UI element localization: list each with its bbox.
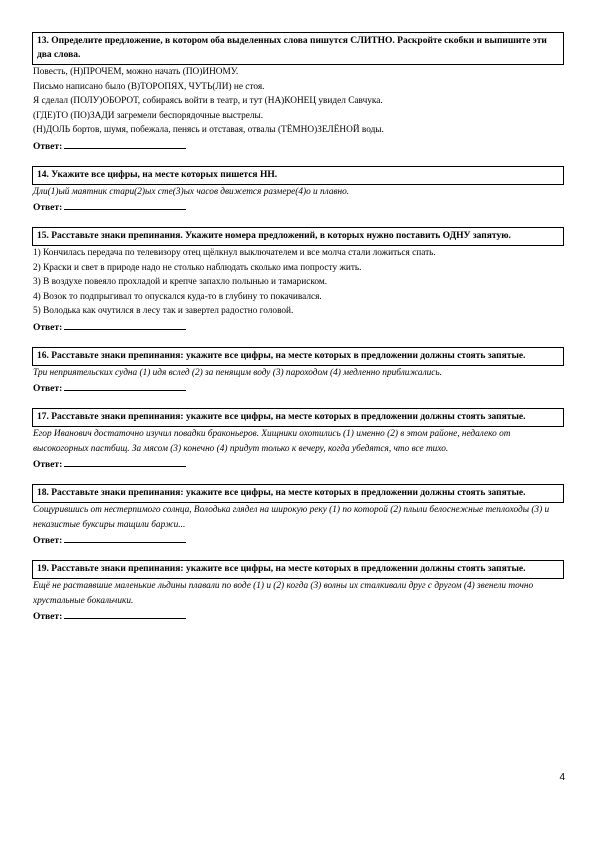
task-line: 4) Возок то подпрыгивал то опускался куда-то в глубину то покачивался. [33,291,322,302]
answer-row [32,380,564,396]
task-question: 17. Расставьте знаки препинания: укажите все цифры, на месте которых в предложении должны стоять запятые. [32,408,564,427]
task-line: 1) Кончилась передача по телевизору отец щёлкнул выключателем и все молча стали ложиться спать. [33,248,436,258]
task-line: Ещё не растаявшие маленькие льдины плавали по воде (1) и (2) когда (3) волны их сталкивали друг с другом (4) звенели точно хрустальные бокальчики. [33,581,534,606]
answer-label: Ответ: [33,460,63,470]
task-line: Дли(1)ый маятник стари(2)ых сте(3)ых часов движется размере(4)о и плавно. [33,186,350,197]
answer-blank[interactable] [64,456,186,467]
answer-blank[interactable] [64,319,186,330]
answer-blank[interactable] [64,532,186,543]
task-15 [32,227,564,335]
task-19 [32,560,564,624]
task-line: 5) Володька как очутился в лесу так и завертел радостно головой. [33,306,294,316]
task-question: 18. Расставьте знаки препинания: укажите все цифры, на месте которых в предложении должны стоять запятые. [32,484,564,503]
answer-label: Ответ: [33,384,63,394]
task-13 [32,32,564,154]
answer-row [32,138,564,154]
page-number: 4 [559,772,565,783]
answer-blank[interactable] [64,608,186,619]
task-question: 15. Расставьте знаки препинания. Укажите номера предложений, в которых нужно поставить ОДНУ запятую. [32,227,564,246]
task-line: Повесть, (Н)ПРОЧЕМ, можно начать (ПО)ИНОМУ. [33,67,239,77]
task-line: Я сделал (ПОЛУ)ОБОРОТ, собираясь войти в театр, и тут (НА)КОНЕЦ увидел Савчука. [33,96,383,106]
task-17 [32,408,564,472]
answer-label: Ответ: [33,536,63,546]
task-question: 14. Укажите все цифры, на месте которых пишется НН. [32,166,564,185]
task-line: 2) Краски и свет в природе надо не столько наблюдать сколько има попросту жить. [33,262,362,273]
task-line: Письмо написано было (В)ТОРОПЯХ, ЧУТЬ(ЛИ) не стоя. [33,81,265,92]
answer-row [32,532,564,548]
answer-label: Ответ: [33,612,63,622]
answer-blank[interactable] [64,199,186,210]
task-line: (Н)ДОЛЬ бортов, шумя, побежала, пенясь и отставая, отвалы (ТЁМНО)ЗЕЛЁНОЙ воды. [33,125,384,135]
task-line: Сощурившись от нестерпимого солнца, Володька глядел на широкую реку (1) по которой (2) плыли белоснежные теплоходы (3) и неказистые буксиры тащили баржи... [33,505,550,530]
answer-row [32,608,564,624]
task-line: Егор Иванович достаточно изучил повадки браконьеров. Хищники охотились (1) именно (2) в этом районе, недалеко от высокогорных пастбищ. За мясом (3) конечно (4) придут только к вечеру, когда убедятся, что все тихо. [33,429,511,454]
answer-blank[interactable] [64,380,186,391]
answer-label: Ответ: [33,203,63,213]
worksheet-page [32,32,564,636]
task-line: 3) В воздухе повеяло прохладой и крепче запахло полынью и тамариском. [33,277,328,287]
answer-row [32,319,564,335]
task-line: (ГДЕ)ТО (ПО)ЗАДИ загремели беспорядочные выстрелы. [33,110,264,121]
task-question: 19. Расставьте знаки препинания: укажите все цифры, на месте которых в предложении должны стоять запятые. [32,560,564,579]
answer-blank[interactable] [64,138,186,149]
task-14 [32,166,564,216]
task-line: Три неприятельских судна (1) идя вслед (2) за пенящим воду (3) пароходом (4) медленно приближались. [33,367,442,378]
answer-label: Ответ: [33,322,63,333]
task-question: 13. Определите предложение, в котором оба выделенных слова пишутся СЛИТНО. Раскройте скобки и выпишите эти два слова. [32,32,564,65]
task-16 [32,347,564,397]
answer-label: Ответ: [33,141,63,152]
answer-row [32,456,564,472]
task-question: 16. Расставьте знаки препинания: укажите все цифры, на месте которых в предложении должны стоять запятые. [32,347,564,366]
task-18 [32,484,564,548]
answer-row [32,199,564,215]
